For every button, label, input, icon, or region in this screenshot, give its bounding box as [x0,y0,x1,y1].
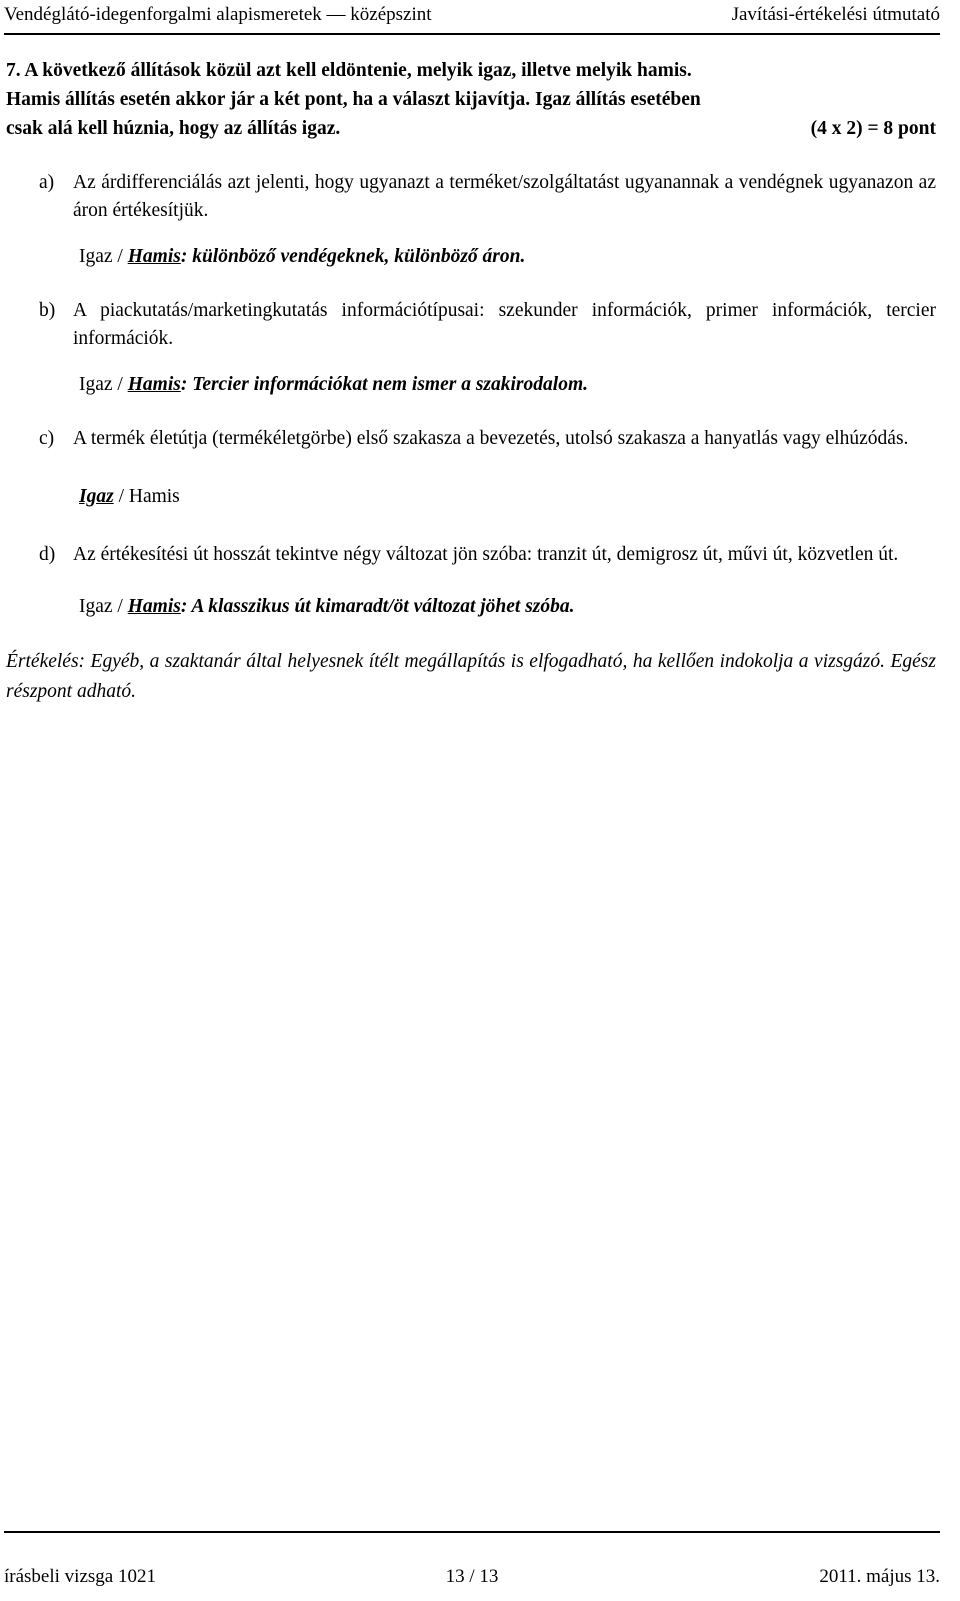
answer-a [79,243,936,271]
header-guide-title: Javítási-értékelési útmutató [731,4,940,25]
answer-correction: : különböző vendégeknek, különböző áron. [180,246,526,267]
answer-correction: : Tercier információkat nem ismer a szakirodalom. [180,374,588,395]
answer-b [79,371,936,399]
answer-plain: Igaz / [79,596,128,617]
answer-d [79,593,936,621]
answer-underlined: Hamis [127,246,181,267]
statement-text: A piackutatás/marketingkutatás információtípusai: szekunder információk, primer információk, tercier információk. [73,300,936,349]
page-header [4,2,940,32]
answer-underlined: Hamis [127,596,181,617]
header-subject: Vendéglátó-idegenforgalmi alapismeretek — középszint [4,4,432,25]
header-divider [4,33,940,35]
statement-letter: a) [39,172,55,193]
task-points: (4 x 2) = 8 pont [810,118,936,139]
statement-letter: c) [39,428,55,449]
answer-c [79,483,936,511]
answer-underlined: Hamis [127,374,181,395]
footer-divider [4,1531,940,1533]
answer-plain: Igaz / [79,246,128,267]
task-line-2: Hamis állítás esetén akkor jár a két pont, ha a választ kijavítja. Igaz állítás esetében [6,89,701,110]
answer-underlined: Igaz [79,486,114,507]
statement-c [6,425,936,453]
statement-text: Az árdifferenciálás azt jelenti, hogy ugyanazt a terméket/szolgáltatást ugyanannak a vendégnek ugyanazon az áron értékesítjük. [73,172,936,221]
footer-exam-code: írásbeli vizsga 1021 [4,1566,156,1587]
evaluation-note: Értékelés: Egyéb, a szaktanár által helyesnek ítélt megállapítás is elfogadható, ha kellően indokolja a vizsgázó. Egész részpont adható. [6,651,936,702]
task-line-3-text: csak alá kell húznia, hogy az állítás igaz. [6,118,341,139]
task-line-1: 7. A következő állítások közül azt kell eldöntenie, melyik igaz, illetve melyik hamis. [6,60,692,81]
statement-letter: d) [39,544,56,565]
answer-correction: : A klasszikus út kimaradt/öt változat jöhet szóba. [180,596,575,617]
footer-page-number: 13 / 13 [445,1566,499,1587]
page-footer [4,1564,940,1590]
footer-date: 2011. május 13. [819,1566,940,1587]
statement-letter: b) [39,300,56,321]
answer-plain: Igaz / [79,374,128,395]
statement-a [6,169,936,225]
document-body [6,56,936,727]
statement-text: Az értékesítési út hosszát tekintve négy változat jön szóba: tranzit út, demigrosz út, művi út, közvetlen út. [73,544,899,565]
task-line-3 [6,114,936,143]
statement-text: A termék életútja (termékéletgörbe) első szakasza a bevezetés, utolsó szakasza a hanyatlás vagy elhúzódás. [73,428,909,449]
statement-b [6,297,936,353]
answer-rest: / Hamis [113,486,180,507]
statement-d [6,541,936,569]
